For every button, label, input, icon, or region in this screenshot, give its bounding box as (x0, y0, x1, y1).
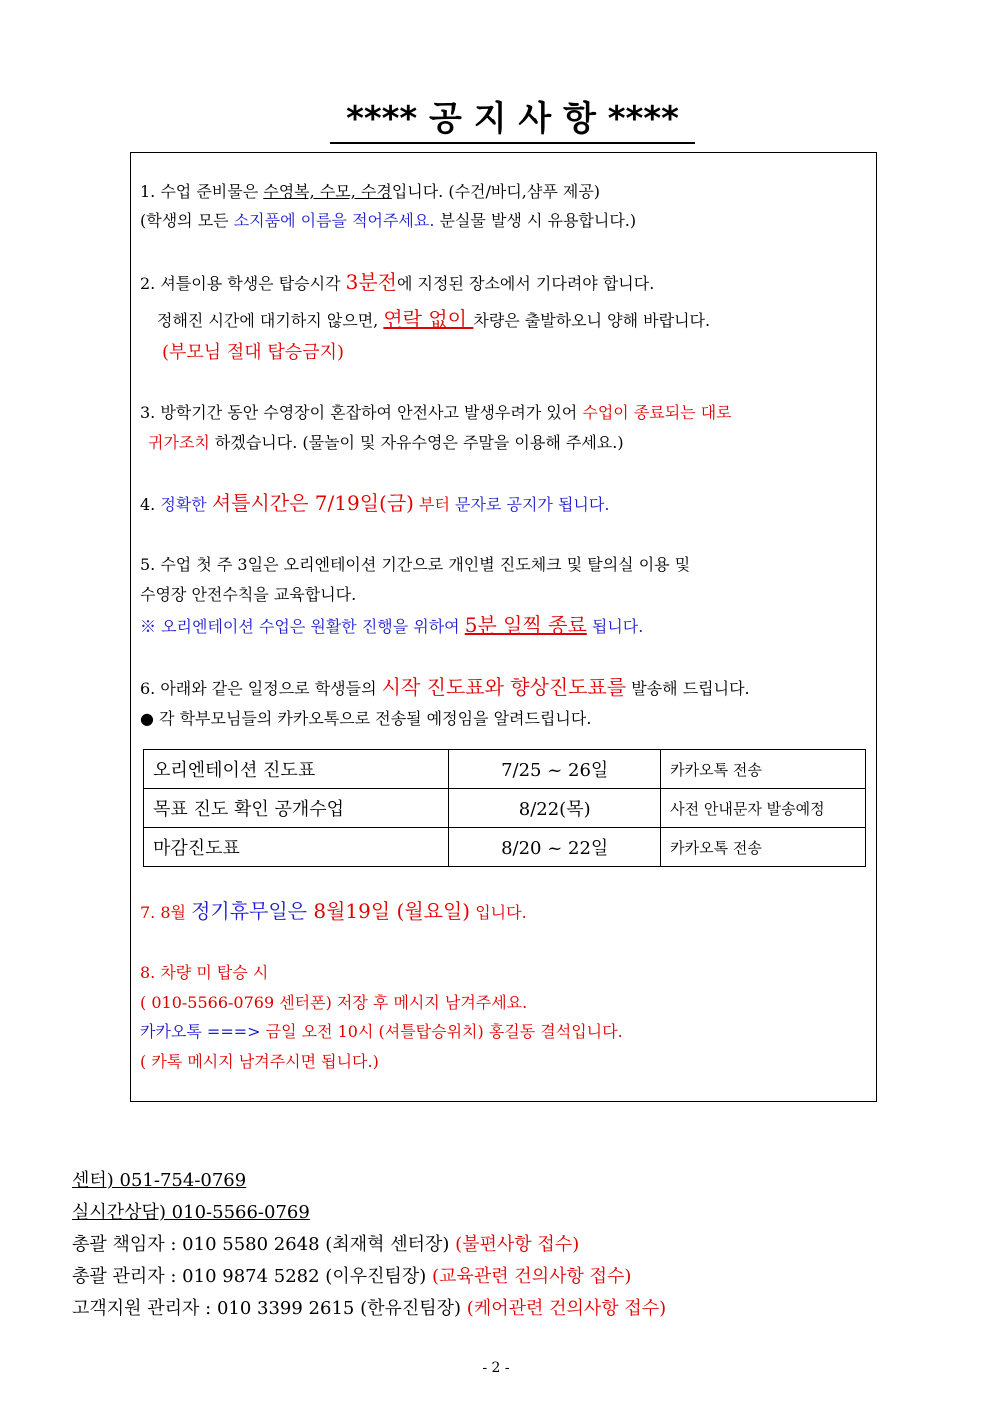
text: 하겠습니다. (물놀이 및 자유수영은 주말을 이용해 주세요.) (209, 433, 624, 452)
schedule-date: 8/22(목) (449, 789, 661, 828)
text: 차량은 출발하오니 양해 바랍니다. (473, 311, 711, 330)
text: 귀가조치 (148, 433, 210, 452)
center-phone: 센터) 051-754-0769 (72, 1170, 247, 1191)
schedule-name: 마감진도표 (144, 828, 449, 867)
notice-item-6 (140, 676, 750, 700)
manager-contact-2 (72, 1264, 631, 1290)
schedule-table (143, 749, 866, 867)
notice-item-8-line3: ( 카톡 메시지 남겨주시면 됩니다.) (140, 1052, 379, 1071)
text: 6. 아래와 같은 일정으로 학생들의 (140, 679, 382, 698)
notice-item-8-line1: ( 010-5566-0769 센터폰) 저장 후 메시지 남겨주세요. (140, 993, 528, 1012)
text: 됩니다. (586, 617, 644, 636)
manager-contact-1 (72, 1232, 579, 1258)
notice-item-5-sub: 수영장 안전수칙을 교육합니다. (140, 585, 357, 604)
notice-item-6-sub: ● 각 학부모님들의 카카오톡으로 전송될 예정임을 알려드립니다. (140, 709, 592, 728)
page-number: - 2 - (482, 1360, 510, 1376)
text: 2. 셔틀이용 학생은 탑승시각 (140, 274, 346, 293)
manager-contact-3 (72, 1296, 666, 1322)
realtime-consult-phone: 실시간상담) 010-5566-0769 (72, 1202, 310, 1223)
notice-item-5-note (140, 614, 643, 638)
text: 정해진 시간에 대기하지 않으면, (157, 311, 384, 330)
notice-item-2-sub (157, 308, 710, 332)
notice-item-3-sub (148, 432, 624, 454)
schedule-name: 오리엔테이션 진도표 (144, 750, 449, 789)
schedule-note: 사전 안내문자 발송예정 (661, 789, 866, 828)
text: 카카오톡 ===> (140, 1022, 266, 1041)
text: (학생의 모든 (140, 211, 234, 230)
text: 분실물 발생 시 유용합니다.) (434, 211, 637, 230)
text: 4. (140, 495, 161, 514)
text: 문자로 공지가 됩니다. (455, 495, 610, 514)
text: (케어관련 건의사항 접수) (466, 1298, 667, 1319)
page-title: **** 공 지 사 항 **** (330, 96, 695, 144)
text: (불편사항 접수) (455, 1234, 580, 1255)
text: (교육관련 건의사항 접수) (432, 1266, 632, 1287)
schedule-date: 7/25 ~ 26일 (449, 750, 661, 789)
schedule-note: 카카오톡 전송 (661, 750, 866, 789)
text: 총괄 관리자 : 010 9874 5282 (이우진팀장) (72, 1266, 433, 1287)
notice-item-3 (140, 402, 732, 424)
notice-item-1-sub (140, 210, 636, 232)
notice-item-8: 8. 차량 미 탑승 시 (140, 963, 269, 982)
notice-item-1 (140, 181, 600, 203)
notice-item-5: 5. 수업 첫 주 3일은 오리엔테이션 기간으로 개인별 진도체크 및 탈의실 이용 및 (140, 555, 691, 574)
schedule-note: 카카오톡 전송 (661, 828, 866, 867)
text: 수영복, 수모, 수경 (263, 182, 392, 201)
table-row (144, 789, 866, 828)
text: 3. 방학기간 동안 수영장이 혼잡하여 안전사고 발생우려가 있어 (140, 403, 583, 422)
text: 8월19일 (월요일) (307, 899, 471, 923)
text: 3분전 (345, 270, 398, 294)
text: 입니다. (470, 903, 527, 922)
table-row (144, 750, 866, 789)
schedule-date: 8/20 ~ 22일 (449, 828, 661, 867)
notice-item-2-warning: (부모님 절대 탑승금지) (162, 342, 344, 363)
text: 입니다. (수건/바디,샴푸 제공) (391, 182, 601, 201)
text: ※ 오리엔테이션 수업은 원활한 진행을 위하여 (140, 617, 465, 636)
text: 고객지원 관리자 : 010 3399 2615 (한유진팀장) (72, 1298, 467, 1319)
text: 정기휴무일은 (191, 899, 307, 923)
text: 정확한 (160, 495, 212, 514)
text: 에 지정된 장소에서 기다려야 합니다. (397, 274, 655, 293)
text: 발송해 드립니다. (626, 679, 750, 698)
text: 연락 없이 (383, 307, 474, 331)
text: 5분 일찍 종료 (464, 613, 587, 637)
schedule-name: 목표 진도 확인 공개수업 (144, 789, 449, 828)
text: 수업이 종료되는 대로 (582, 403, 732, 422)
text: 1. 수업 준비물은 (140, 182, 264, 201)
text: 소지품에 이름을 적어주세요. (233, 211, 435, 230)
notice-item-8-line2 (140, 1021, 623, 1043)
notice-item-2 (140, 271, 654, 295)
table-row (144, 828, 866, 867)
text: 7. 8월 (140, 903, 192, 922)
text: 금일 오전 10시 (셔틀탑승위치) 홍길동 결석입니다. (265, 1022, 623, 1041)
notice-item-7 (140, 900, 527, 924)
text: 시작 진도표와 향상진도표를 (381, 675, 627, 699)
text: 총괄 책임자 : 010 5580 2648 (최재혁 센터장) (72, 1234, 456, 1255)
notice-item-4 (140, 492, 609, 516)
text: 부터 (413, 495, 456, 514)
text: 셔틀시간은 7/19일(금) (211, 491, 414, 515)
